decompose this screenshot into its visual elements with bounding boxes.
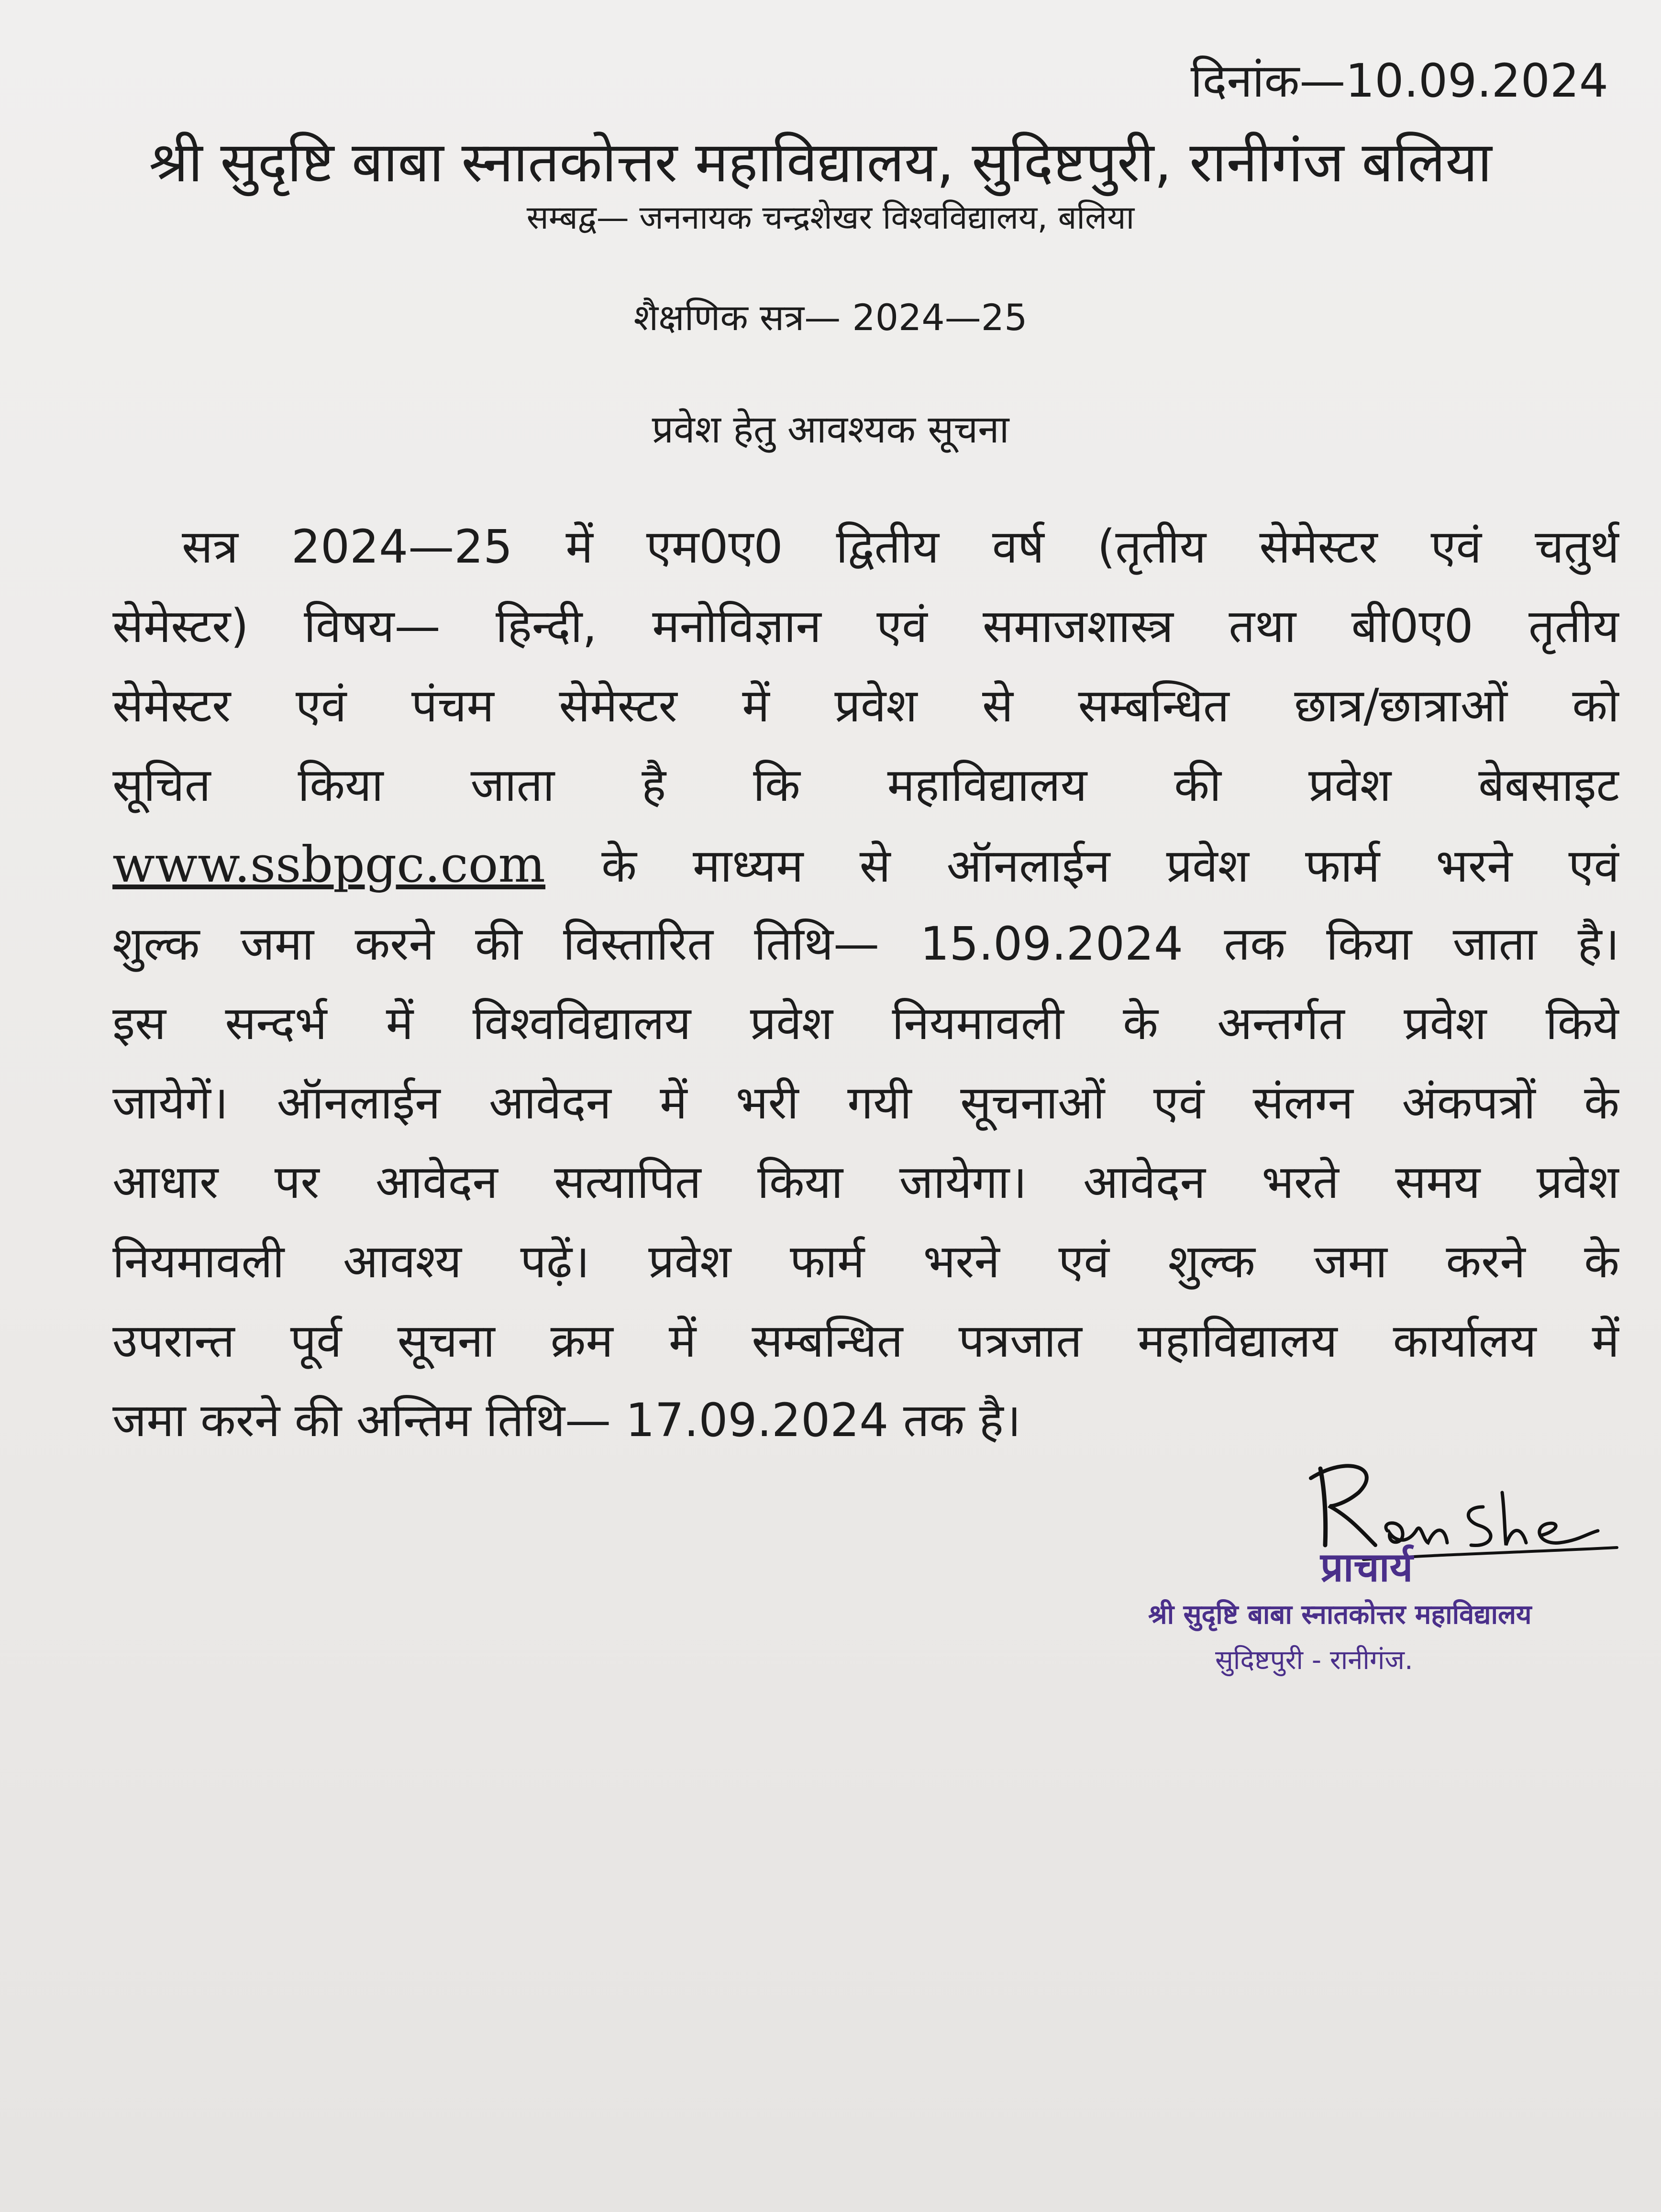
body-line-11: उपरान्त पूर्व सूचना क्रम में सम्बन्धित पत्रजात महाविद्यालय कार्यालय में	[112, 1314, 1619, 1368]
notice-date: दिनांक—10.09.2024	[1190, 54, 1608, 108]
stamp-college-name: श्री सुदृष्टि बाबा स्नातकोत्तर महाविद्यालय	[1148, 1599, 1532, 1630]
website-link[interactable]: www.ssbpgc.com	[112, 835, 546, 894]
body-line-9: आधार पर आवेदन सत्यापित किया जायेगा। आवेदन भरते समय प्रवेश	[112, 1155, 1619, 1209]
body-line-5	[112, 825, 1619, 904]
body-line-5-text: के माध्यम से ऑनलाईन प्रवेश फार्म भरने एवं	[601, 839, 1619, 893]
body-line-6: शुल्क जमा करने की विस्तारित तिथि— 15.09.2024 तक किया जाता है।	[112, 917, 1619, 971]
body-line-3: सेमेस्टर एवं पंचम सेमेस्टर में प्रवेश से सम्बन्धित छात्र/छात्राओं को	[112, 679, 1619, 732]
body-line-4: सूचित किया जाता है कि महाविद्यालय की प्रवेश बेबसाइट	[112, 758, 1619, 812]
notice-subject: प्रवेश हेतु आवश्यक सूचना	[652, 407, 1009, 452]
principal-title: प्राचार्य	[1320, 1544, 1413, 1591]
body-line-7: इस सन्दर्भ में विश्वविद्यालय प्रवेश नियमावली के अन्तर्गत प्रवेश किये	[112, 996, 1619, 1050]
academic-session: शैक्षणिक सत्र— 2024—25	[633, 296, 1028, 339]
stamp-location: सुदिष्टपुरी - रानीगंज.	[1215, 1645, 1413, 1676]
body-line-10: नियमावली आवश्य पढ़ें। प्रवेश फार्म भरने एवं शुल्क जमा करने के	[112, 1235, 1619, 1288]
notice-body	[112, 507, 1619, 1460]
body-line-8: जायेगें। ऑनलाईन आवेदन में भरी गयी सूचनाओं एवं संलग्न अंकपत्रों के	[112, 1076, 1619, 1129]
body-line-2: सेमेस्टर) विषय— हिन्दी, मनोविज्ञान एवं समाजशास्त्र तथा बी0ए0 तृतीय	[112, 599, 1619, 653]
college-name: श्री सुदृष्टि बाबा स्नातकोत्तर महाविद्यालय, सुदिष्टपुरी, रानीगंज बलिया	[149, 130, 1492, 195]
body-line-12: जमा करने की अन्तिम तिथि— 17.09.2024 तक है।	[112, 1394, 1021, 1447]
affiliation-line: सम्बद्व— जननायक चन्द्रशेखर विश्वविद्यालय, बलिया	[526, 199, 1135, 237]
body-line-1: सत्र 2024—25 में एम0ए0 द्वितीय वर्ष (तृतीय सेमेस्टर एवं चतुर्थ	[182, 520, 1619, 574]
